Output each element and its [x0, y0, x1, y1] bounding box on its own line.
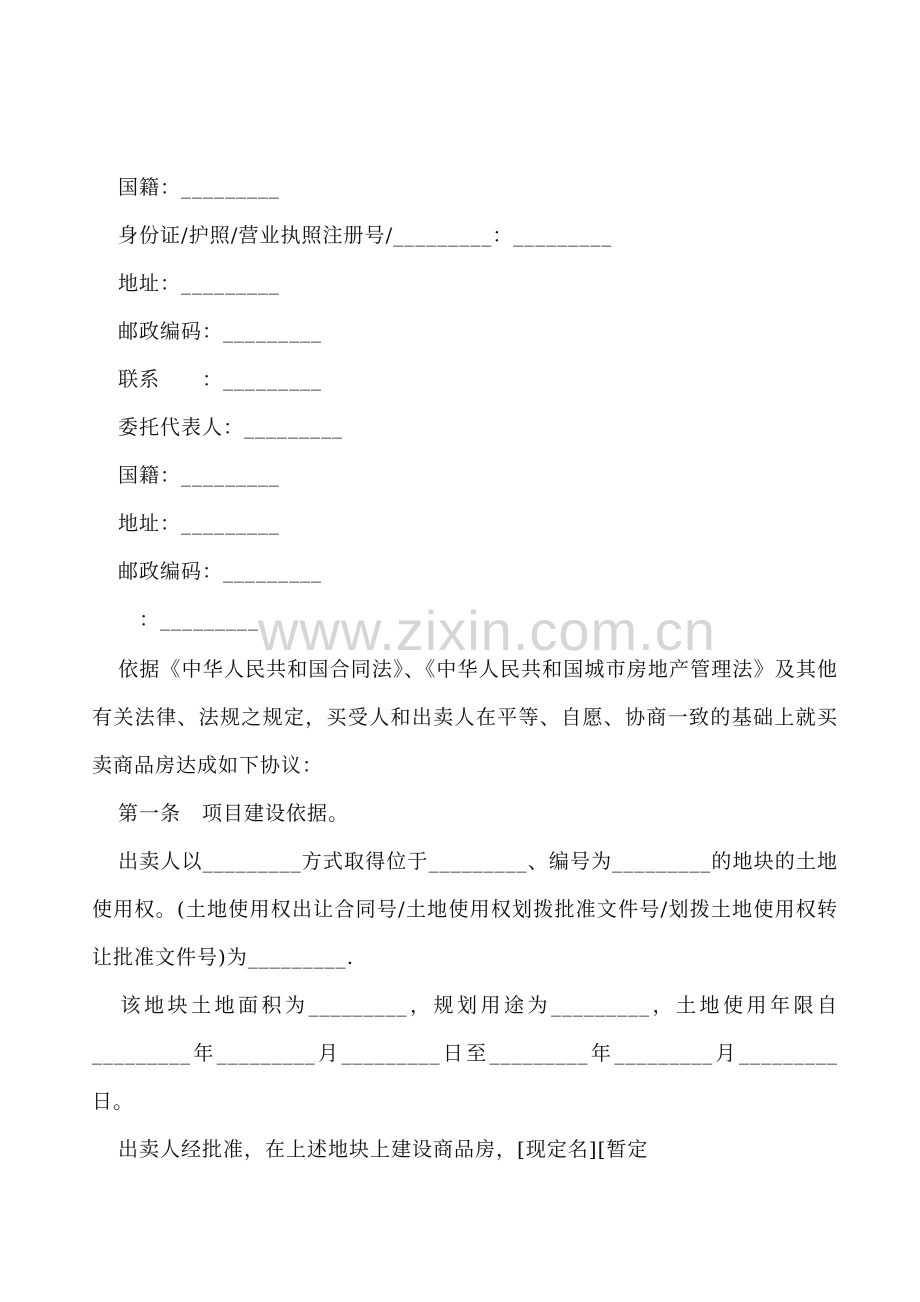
land-use-paragraph: [92, 837, 838, 981]
field-contact: 联系 ：_________: [118, 367, 322, 391]
article-one-heading: [92, 789, 838, 837]
field-rep-address: 地址：_________: [118, 511, 280, 535]
preamble-paragraph: [92, 645, 838, 789]
construction-paragraph: [92, 1125, 838, 1173]
construction-text: 出卖人经批准，在上述地块上建设商品房，[现定名][暂定: [118, 1137, 649, 1161]
field-postcode: 邮政编码：_________: [118, 319, 322, 343]
field-address: 地址：_________: [118, 271, 280, 295]
article-one-title: 第一条 项目建设依据。: [118, 801, 349, 825]
land-area-text: 该地块土地面积为_________，规划用途为_________，土地使用年限自_________年_________月_________日至_________年_________月_________日。: [92, 993, 838, 1113]
land-area-paragraph: [92, 981, 838, 1125]
field-nationality: 国籍：_________: [118, 175, 280, 199]
field-representative: 委托代表人：_________: [118, 415, 343, 439]
field-id-number: 身份证/护照/营业执照注册号/_________：_________: [118, 223, 613, 247]
land-use-text: 出卖人以_________方式取得位于_________、编号为_________的地块的土地使用权。(土地使用权出让合同号/土地使用权划拨批准文件号/划拨土地使用权转让批准文件号)为_________.: [92, 849, 838, 969]
field-rep-postcode: 邮政编码：_________: [118, 559, 322, 583]
preamble-text: 依据《中华人民共和国合同法》、《中华人民共和国城市房地产管理法》及其他有关法律、法规之规定，买受人和出卖人在平等、自愿、协商一致的基础上就买卖商品房达成如下协议：: [92, 657, 838, 777]
watermark: www.zixin.com.cn: [258, 599, 716, 662]
field-rep-contact: ：_________: [118, 607, 259, 631]
field-rep-nationality: 国籍：_________: [118, 463, 280, 487]
